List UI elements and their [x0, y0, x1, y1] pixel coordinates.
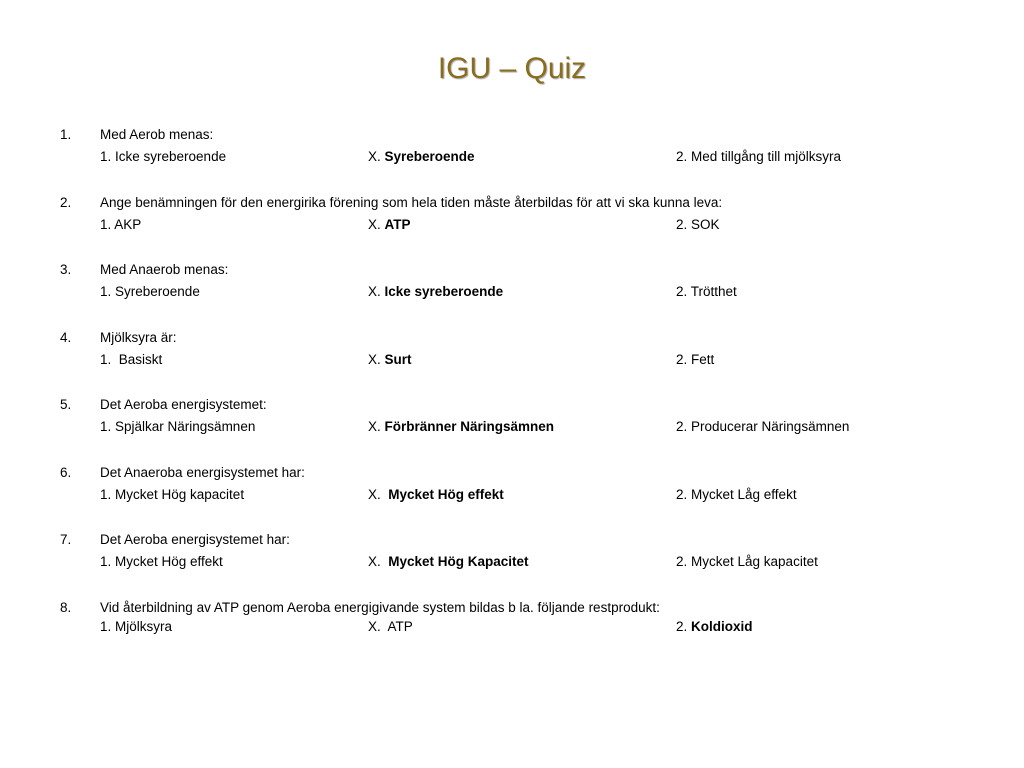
question-number: 5.	[60, 397, 72, 412]
option-2: 2. Trötthet	[676, 284, 737, 299]
question-text: Det Aeroba energisystemet har:	[100, 532, 290, 547]
option-1: 1. Spjälkar Näringsämnen	[100, 419, 256, 434]
slide-title: IGU – Quiz	[437, 52, 587, 85]
option-2: 2. Mycket Låg kapacitet	[676, 554, 818, 569]
option-x: X. Surt	[368, 352, 412, 367]
option-2: 2. Producerar Näringsämnen	[676, 419, 850, 434]
option-1: 1. Mjölksyra	[100, 619, 173, 634]
option-2: 2. Med tillgång till mjölksyra	[676, 149, 842, 164]
question-text: Mjölksyra är:	[100, 330, 177, 345]
option-1: 1. Icke syreberoende	[100, 149, 227, 164]
option-x: X. Icke syreberoende	[368, 284, 504, 299]
option-2: 2. Fett	[676, 352, 715, 367]
option-1: 1. Mycket Hög effekt	[100, 554, 223, 569]
option-2: 2. Mycket Låg effekt	[676, 487, 797, 502]
question-number: 2.	[60, 195, 72, 210]
option-1: 1. Mycket Hög kapacitet	[100, 487, 245, 502]
option-2: 2. Koldioxid	[676, 619, 753, 634]
question-8	[0, 597, 1024, 638]
question-7	[0, 529, 1024, 573]
question-number: 8.	[60, 600, 72, 615]
question-6	[0, 462, 1024, 506]
question-2	[0, 192, 1024, 236]
option-1: 1. Basiskt	[100, 352, 163, 367]
question-text: Med Anaerob menas:	[100, 262, 229, 277]
option-x: X. Förbränner Näringsämnen	[368, 419, 555, 434]
question-5	[0, 394, 1024, 438]
question-3	[0, 259, 1024, 303]
option-x: X. ATP	[368, 217, 411, 232]
question-text: Det Aeroba energisystemet:	[100, 397, 267, 412]
question-number: 6.	[60, 465, 72, 480]
option-x: X. Mycket Hög Kapacitet	[368, 554, 529, 569]
question-number: 4.	[60, 330, 72, 345]
question-text: Ange benämningen för den energirika förening som hela tiden måste återbildas för att vi ska kunna leva:	[100, 195, 723, 210]
question-text: Vid återbildning av ATP genom Aeroba energigivande system bildas b la. följande restprodukt:	[100, 600, 660, 615]
option-x: X. ATP	[368, 619, 413, 634]
question-1	[0, 124, 1024, 168]
question-number: 3.	[60, 262, 72, 277]
question-text: Det Anaeroba energisystemet har:	[100, 465, 305, 480]
option-x: X. Syreberoende	[368, 149, 475, 164]
question-number: 7.	[60, 532, 72, 547]
option-1: 1. Syreberoende	[100, 284, 200, 299]
question-number: 1.	[60, 127, 72, 142]
option-x: X. Mycket Hög effekt	[368, 487, 504, 502]
option-2: 2. SOK	[676, 217, 720, 232]
question-4	[0, 327, 1024, 371]
question-text: Med Aerob menas:	[100, 127, 214, 142]
option-1: 1. AKP	[100, 217, 142, 232]
